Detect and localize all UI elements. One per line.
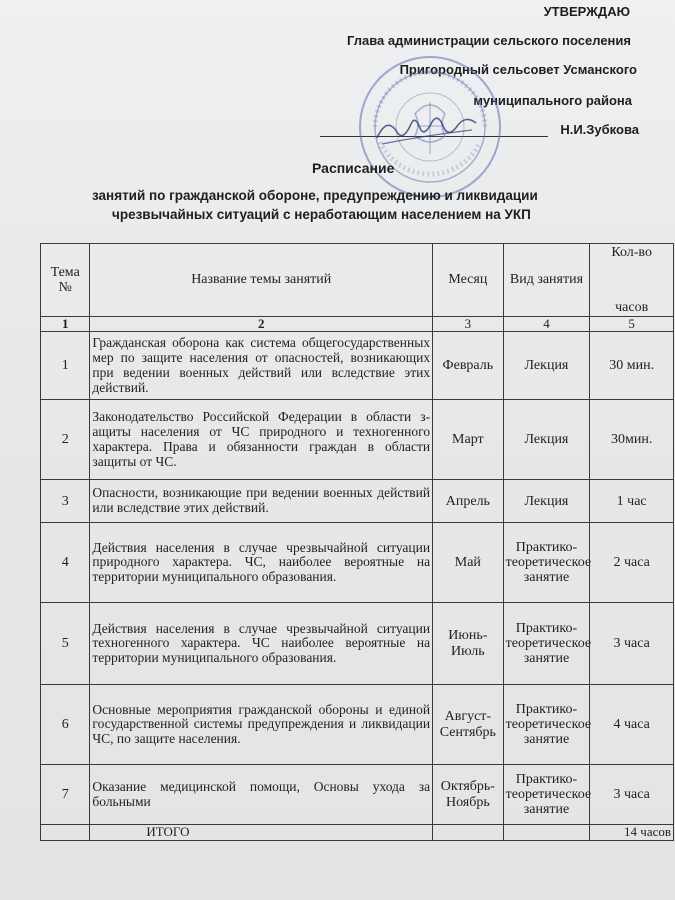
row-num: 6 <box>41 685 90 765</box>
row-topic: Законодательство Российской Федерации в области з-ащиты населения от ЧС природного и техногенного характера. Права и обязанности граждан в области защиты от ЧС. <box>90 400 433 480</box>
document-title: Расписание <box>312 160 395 176</box>
row-type: Практико-теоретическое занятие <box>503 523 590 603</box>
row-hours: 1 час <box>590 480 674 523</box>
table-row <box>41 332 674 400</box>
row-topic: Действия населения в случае чрезвычайной ситуации техногенного характера. ЧС наиболее вероятные на территории муниципального образования. <box>90 603 433 685</box>
document-subtitle-line-2: чрезвычайных ситуаций с неработающим населением на УКП <box>112 207 531 222</box>
row-hours: 30мин. <box>590 400 674 480</box>
row-type: Практико-теоретическое занятие <box>503 603 590 685</box>
table-row <box>41 523 674 603</box>
row-month: Апрель <box>433 480 504 523</box>
row-num: 2 <box>41 400 90 480</box>
header-hours-top: Кол-во <box>611 245 652 260</box>
row-month: Февраль <box>433 332 504 400</box>
col-number: 1 <box>41 317 90 332</box>
row-month: Март <box>433 400 504 480</box>
total-row <box>41 825 674 840</box>
total-empty <box>41 825 90 840</box>
row-month: Май <box>433 523 504 603</box>
position-line-1: Глава администрации сельского поселения <box>346 33 631 48</box>
approve-label: УТВЕРЖДАЮ <box>543 4 630 19</box>
table-row <box>41 603 674 685</box>
row-hours: 3 часа <box>590 603 674 685</box>
col-number: 5 <box>590 317 674 332</box>
row-topic: Оказание медицинской помощи, Основы ухода за больными <box>90 765 433 825</box>
row-num: 3 <box>41 480 90 523</box>
row-type: Лекция <box>503 480 590 523</box>
row-hours: 2 часа <box>590 523 674 603</box>
table-row <box>41 685 674 765</box>
row-num: 1 <box>41 332 90 400</box>
table-row <box>41 765 674 825</box>
column-number-row <box>41 317 674 332</box>
row-type: Практико-теоретическое занятие <box>503 685 590 765</box>
document-subtitle-line-1: занятий по гражданской обороне, предупреждению и ликвидации <box>92 188 538 203</box>
col-number: 3 <box>433 317 504 332</box>
row-type: Лекция <box>503 400 590 480</box>
col-number: 2 <box>90 317 433 332</box>
row-topic: Действия населения в случае чрезвычайной ситуации природного характера. ЧС, наиболее вероятные на территории муниципального образования. <box>90 523 433 603</box>
signature-icon <box>372 108 482 153</box>
row-hours: 3 часа <box>590 765 674 825</box>
col-number: 4 <box>503 317 590 332</box>
header-num: Тема № <box>41 244 90 317</box>
total-value: 14 часов <box>590 825 674 840</box>
header-name: Название темы занятий <box>90 244 433 317</box>
row-hours: 30 мин. <box>590 332 674 400</box>
row-month: Июнь-Июль <box>433 603 504 685</box>
header-hours-bottom: часов <box>615 299 649 315</box>
row-topic: Гражданская оборона как система общегосударственных мер по защите населения от опасностей, возникающих при ведении военных действий или вследствие этих действий. <box>90 332 433 400</box>
header-type: Вид занятия <box>503 244 590 317</box>
total-empty <box>433 825 504 840</box>
total-empty <box>503 825 590 840</box>
table-row <box>41 480 674 523</box>
signatory-name: Н.И.Зубкова <box>560 122 639 137</box>
schedule-table <box>40 243 674 841</box>
row-num: 7 <box>41 765 90 825</box>
position-line-2: Пригородный сельсовет Усманского <box>399 62 637 77</box>
position-line-3: муниципального района <box>473 93 632 108</box>
header-month: Месяц <box>433 244 504 317</box>
table-header-row <box>41 244 674 317</box>
row-month: Октябрь-Ноябрь <box>433 765 504 825</box>
total-label: ИТОГО <box>90 825 433 840</box>
header-hours <box>590 244 674 317</box>
row-num: 5 <box>41 603 90 685</box>
row-hours: 4 часа <box>590 685 674 765</box>
row-type: Лекция <box>503 332 590 400</box>
row-topic: Основные мероприятия гражданской обороны и единой государственной системы предупреждения и ликвидации ЧС, по защите населения. <box>90 685 433 765</box>
row-topic: Опасности, возникающие при ведении военных действий или вследствие этих действий. <box>90 480 433 523</box>
row-num: 4 <box>41 523 90 603</box>
table-row <box>41 400 674 480</box>
row-month: Август-Сентябрь <box>433 685 504 765</box>
row-type: Практико-теоретическое занятие <box>503 765 590 825</box>
